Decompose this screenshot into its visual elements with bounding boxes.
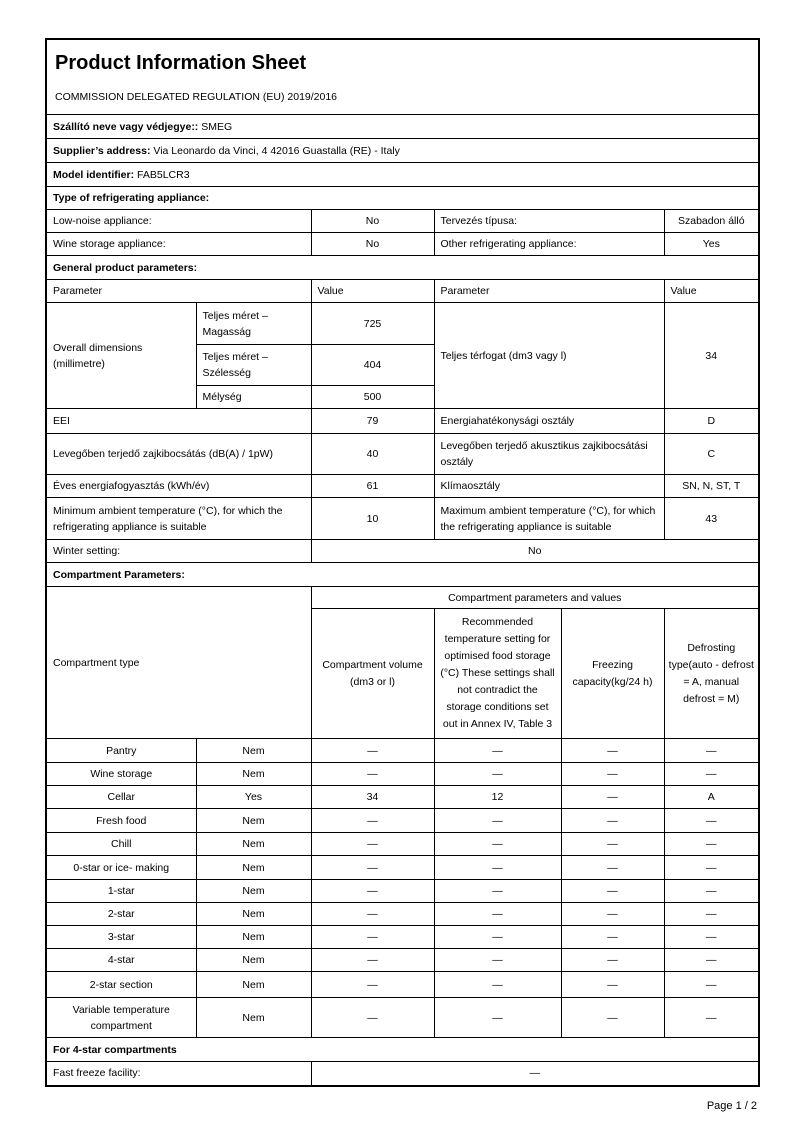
compartment-present: Nem: [196, 880, 311, 903]
compartment-volume: —: [311, 833, 434, 856]
compartment-defrost: —: [664, 763, 759, 786]
supplier-address-value: Via Leonardo da Vinci, 4 42016 Guastalla (RE) - Italy: [153, 144, 400, 157]
compartment-type: Pantry: [46, 739, 196, 763]
compartment-group-header: Compartment parameters and values: [311, 587, 759, 609]
winter-setting-row: [46, 540, 759, 563]
supplier-address-cell: [46, 139, 759, 163]
compartment-volume: —: [311, 763, 434, 786]
winter-setting-value: No: [311, 540, 759, 563]
compartment-row: [46, 880, 759, 903]
compartment-present: Nem: [196, 833, 311, 856]
compartment-volume: —: [311, 903, 434, 926]
compartment-row: [46, 763, 759, 786]
compartment-temp: —: [434, 856, 561, 880]
compartment-present: Nem: [196, 856, 311, 880]
column-header: Parameter: [434, 280, 664, 303]
model-identifier-value: FAB5LCR3: [137, 168, 190, 181]
dimensions-row-height: [46, 303, 759, 345]
param-label: Energiahatékonysági osztály: [434, 409, 664, 434]
compartment-freezing: —: [561, 786, 664, 809]
compartment-type: 3-star: [46, 926, 196, 949]
supplier-address-row: [46, 139, 759, 163]
compartment-present: Nem: [196, 809, 311, 833]
compartment-freezing: —: [561, 856, 664, 880]
compartment-present: Yes: [196, 786, 311, 809]
supplier-name-cell: [46, 115, 759, 139]
compartment-present: Nem: [196, 903, 311, 926]
table-body: [46, 39, 759, 1086]
param-value: C: [664, 434, 759, 475]
compartment-freezing: —: [561, 880, 664, 903]
supplier-address-label: Supplier’s address:: [53, 144, 151, 157]
compartment-temp: —: [434, 763, 561, 786]
product-information-sheet: [45, 38, 758, 1087]
compartment-temp: —: [434, 972, 561, 998]
fast-freeze-value: —: [311, 1062, 759, 1086]
compartment-row: [46, 903, 759, 926]
compartment-type: Fresh food: [46, 809, 196, 833]
compartment-temp: —: [434, 903, 561, 926]
supplier-name-row: [46, 115, 759, 139]
compartment-row: [46, 786, 759, 809]
compartment-freezing: —: [561, 809, 664, 833]
page-number: Page 1 / 2: [706, 1100, 757, 1112]
compartment-temp: 12: [434, 786, 561, 809]
table-row: [46, 475, 759, 498]
compartment-group-header-row: [46, 587, 759, 609]
column-header-volume: Compartment volume (dm3 or l): [311, 609, 434, 739]
compartment-volume: —: [311, 998, 434, 1038]
param-value: No: [311, 233, 434, 256]
compartment-section-heading-row: [46, 563, 759, 587]
compartment-row: [46, 926, 759, 949]
dimension-sub-value: 725: [311, 303, 434, 345]
dimensions-label: Overall dimensions (millimetre): [46, 303, 196, 409]
total-volume-label: Teljes térfogat (dm3 vagy l): [434, 303, 664, 409]
compartment-volume: —: [311, 809, 434, 833]
four-star-section-heading-row: [46, 1038, 759, 1062]
fast-freeze-label: Fast freeze facility:: [46, 1062, 311, 1086]
compartment-defrost: —: [664, 926, 759, 949]
supplier-name-label: Szállító neve vagy védjegye::: [53, 120, 199, 133]
compartment-volume: —: [311, 856, 434, 880]
table-row: [46, 233, 759, 256]
compartment-freezing: —: [561, 903, 664, 926]
param-value: 79: [311, 409, 434, 434]
param-label: Klímaosztály: [434, 475, 664, 498]
compartment-row: [46, 972, 759, 998]
compartment-defrost: —: [664, 903, 759, 926]
supplier-name-value: SMEG: [201, 120, 233, 133]
type-section-heading-row: [46, 187, 759, 210]
model-identifier-row: [46, 163, 759, 187]
param-value: No: [311, 210, 434, 233]
compartment-type: 2-star: [46, 903, 196, 926]
table-row: [46, 409, 759, 434]
param-value: D: [664, 409, 759, 434]
compartment-present: Nem: [196, 949, 311, 972]
compartment-section-heading: Compartment Parameters:: [46, 563, 759, 587]
compartment-present: Nem: [196, 972, 311, 998]
compartment-temp: —: [434, 880, 561, 903]
param-label: Levegőben terjedő akusztikus zajkibocsátási osztály: [434, 434, 664, 475]
compartment-volume: —: [311, 949, 434, 972]
compartment-defrost: —: [664, 972, 759, 998]
fast-freeze-row: [46, 1062, 759, 1086]
compartment-type: 2-star section: [46, 972, 196, 998]
compartment-temp: —: [434, 809, 561, 833]
param-value: 61: [311, 475, 434, 498]
compartment-present: Nem: [196, 998, 311, 1038]
table-row: [46, 210, 759, 233]
compartment-type: 4-star: [46, 949, 196, 972]
param-value: Yes: [664, 233, 759, 256]
title-row: [46, 39, 759, 115]
column-header: Value: [311, 280, 434, 303]
compartment-defrost: —: [664, 998, 759, 1038]
param-label: Tervezés típusa:: [434, 210, 664, 233]
table-row: [46, 434, 759, 475]
dimension-sub-value: 500: [311, 386, 434, 409]
column-header-freezing: Freezing capacity(kg/24 h): [561, 609, 664, 739]
dimension-sub-value: 404: [311, 345, 434, 386]
compartment-row: [46, 833, 759, 856]
type-section-heading: Type of refrigerating appliance:: [46, 187, 759, 210]
compartment-row: [46, 998, 759, 1038]
param-value: 10: [311, 498, 434, 540]
param-label: Levegőben terjedő zajkibocsátás (dB(A) / 1pW): [46, 434, 311, 475]
compartment-present: Nem: [196, 739, 311, 763]
total-volume-value: 34: [664, 303, 759, 409]
general-section-heading: General product parameters:: [46, 256, 759, 280]
compartment-freezing: —: [561, 926, 664, 949]
compartment-defrost: —: [664, 949, 759, 972]
winter-setting-label: Winter setting:: [46, 540, 311, 563]
dimension-sub-label: Teljes méret – Szélesség: [196, 345, 311, 386]
compartment-volume: —: [311, 972, 434, 998]
compartment-temp: —: [434, 949, 561, 972]
column-header-defrosting: Defrosting type(auto - defrost = A, manual defrost = M): [664, 609, 759, 739]
general-section-heading-row: [46, 256, 759, 280]
compartment-type: Chill: [46, 833, 196, 856]
param-value: 40: [311, 434, 434, 475]
compartment-freezing: —: [561, 949, 664, 972]
compartment-temp: —: [434, 998, 561, 1038]
param-label: EEI: [46, 409, 311, 434]
param-label: Other refrigerating appliance:: [434, 233, 664, 256]
compartment-defrost: —: [664, 809, 759, 833]
dimension-sub-label: Mélység: [196, 386, 311, 409]
compartment-volume: —: [311, 880, 434, 903]
title-cell: [46, 39, 759, 115]
compartment-defrost: —: [664, 856, 759, 880]
compartment-temp: —: [434, 926, 561, 949]
compartment-volume: —: [311, 926, 434, 949]
compartment-temp: —: [434, 739, 561, 763]
compartment-present: Nem: [196, 926, 311, 949]
compartment-row: [46, 856, 759, 880]
dimension-sub-label: Teljes méret – Magasság: [196, 303, 311, 345]
compartment-type: Wine storage: [46, 763, 196, 786]
compartment-freezing: —: [561, 763, 664, 786]
param-value: 43: [664, 498, 759, 540]
compartment-present: Nem: [196, 763, 311, 786]
table-row: [46, 498, 759, 540]
param-label: Minimum ambient temperature (°C), for which the refrigerating appliance is suitable: [46, 498, 311, 540]
compartment-type-header: Compartment type: [46, 587, 311, 739]
compartment-freezing: —: [561, 739, 664, 763]
model-identifier-cell: [46, 163, 759, 187]
column-header: Value: [664, 280, 759, 303]
compartment-volume: 34: [311, 786, 434, 809]
param-label: Maximum ambient temperature (°C), for which the refrigerating appliance is suitable: [434, 498, 664, 540]
regulation-subtitle: COMMISSION DELEGATED REGULATION (EU) 2019/2016: [55, 91, 338, 103]
compartment-defrost: —: [664, 880, 759, 903]
compartment-defrost: —: [664, 833, 759, 856]
param-label: Low-noise appliance:: [46, 210, 311, 233]
compartment-defrost: —: [664, 739, 759, 763]
compartment-row: [46, 739, 759, 763]
page-title: Product Information Sheet: [55, 52, 307, 74]
compartment-type: Variable temperature compartment: [46, 998, 196, 1038]
compartment-volume: —: [311, 739, 434, 763]
param-label: Éves energiafogyasztás (kWh/év): [46, 475, 311, 498]
column-header: Parameter: [46, 280, 311, 303]
compartment-type: Cellar: [46, 786, 196, 809]
param-value: Szabadon álló: [664, 210, 759, 233]
compartment-freezing: —: [561, 833, 664, 856]
compartment-defrost: A: [664, 786, 759, 809]
compartment-freezing: —: [561, 998, 664, 1038]
param-value: SN, N, ST, T: [664, 475, 759, 498]
compartment-type: 1-star: [46, 880, 196, 903]
compartment-freezing: —: [561, 972, 664, 998]
compartment-row: [46, 949, 759, 972]
column-header-temperature: Recommended temperature setting for optimised food storage (°C) These settings shall not contradict the storage conditions set out in Annex IV, Table 3: [434, 609, 561, 739]
product-info-table: [45, 38, 760, 1087]
compartment-temp: —: [434, 833, 561, 856]
compartment-row: [46, 809, 759, 833]
param-label: Wine storage appliance:: [46, 233, 311, 256]
column-header-row: [46, 280, 759, 303]
compartment-type: 0-star or ice- making: [46, 856, 196, 880]
four-star-section-heading: For 4-star compartments: [46, 1038, 759, 1062]
model-identifier-label: Model identifier:: [53, 168, 135, 181]
